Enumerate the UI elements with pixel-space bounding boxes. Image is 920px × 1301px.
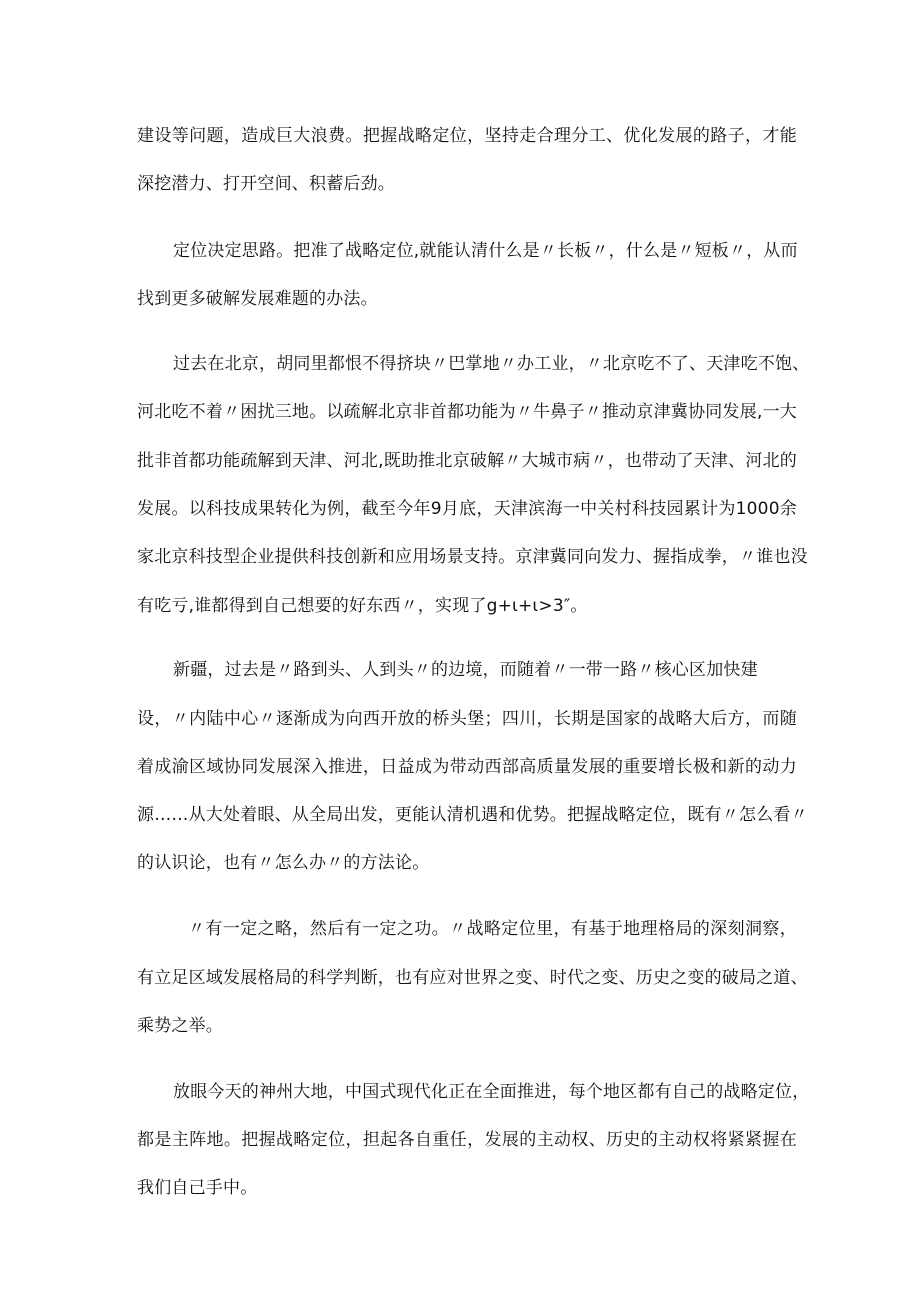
- paragraph-2-line-2: 找到更多破解发展难题的办法。: [137, 289, 378, 309]
- paragraph-3-line-6: 有吃亏,谁都得到自己想要的好东西〃，实现了g+ι+ι>3″。: [137, 596, 588, 616]
- paragraph-4-line-3: 着成渝区域协同发展深入推进，日益成为带动西部高质量发展的重要增长极和新的动力: [137, 757, 797, 777]
- paragraph-6-line-2: 都是主阵地。把握战略定位，担起各自重任，发展的主动权、历史的主动权将紧紧握在: [137, 1130, 797, 1150]
- paragraph-6-line-3: 我们自己手中。: [137, 1178, 258, 1198]
- paragraph-2-line-1: 定位决定思路。把准了战略定位,就能认清什么是〃长板〃，什么是〃短板〃，从而: [173, 241, 798, 261]
- paragraph-3-line-3: 批非首都功能疏解到天津、河北,既助推北京破解〃大城市病〃，也带动了天津、河北的: [137, 451, 797, 471]
- paragraph-3-line-2: 河北吃不着〃困扰三地。以疏解北京非首都功能为〃牛鼻子〃推动京津冀协同发展,一大: [137, 402, 797, 422]
- paragraph-1-line-1: 建设等问题，造成巨大浪费。把握战略定位，坚持走合理分工、优化发展的路子，才能: [137, 126, 797, 146]
- paragraph-5-line-1: 〃有一定之略，然后有一定之功。〃战略定位里，有基于地理格局的深刻洞察，: [188, 919, 797, 939]
- paragraph-4-line-4: 源……从大处着眼、从全局出发，更能认清机遇和优势。把握战略定位，既有〃怎么看〃: [137, 805, 808, 825]
- paragraph-3-line-4: 发展。以科技成果转化为例，截至今年9月底，天津滨海一中关村科技园累计为1000余: [137, 499, 797, 519]
- paragraph-3-line-5: 家北京科技型企业提供科技创新和应用场景支持。京津冀同向发力、握指成拳，〃谁也没: [137, 547, 808, 567]
- paragraph-5-line-3: 乘势之举。: [137, 1016, 223, 1036]
- paragraph-6-line-1: 放眼今天的神州大地，中国式现代化正在全面推进，每个地区都有自己的战略定位，: [173, 1082, 810, 1102]
- paragraph-3-line-1: 过去在北京，胡同里都恨不得挤块〃巴掌地〃办工业，〃北京吃不了、天津吃不饱、: [173, 354, 810, 374]
- paragraph-4-line-5: 的认识论，也有〃怎么办〃的方法论。: [137, 853, 430, 873]
- paragraph-4-line-2: 设，〃内陆中心〃逐渐成为向西开放的桥头堡；四川，长期是国家的战略大后方，而随: [137, 709, 797, 729]
- paragraph-4-line-1: 新疆，过去是〃路到头、人到头〃的边境，而随着〃一带一路〃核心区加快建: [173, 660, 758, 680]
- paragraph-5-line-2: 有立足区域发展格局的科学判断，也有应对世界之变、时代之变、历史之变的破局之道、: [137, 968, 808, 988]
- paragraph-1-line-2: 深挖潜力、打开空间、积蓄后劲。: [137, 174, 395, 194]
